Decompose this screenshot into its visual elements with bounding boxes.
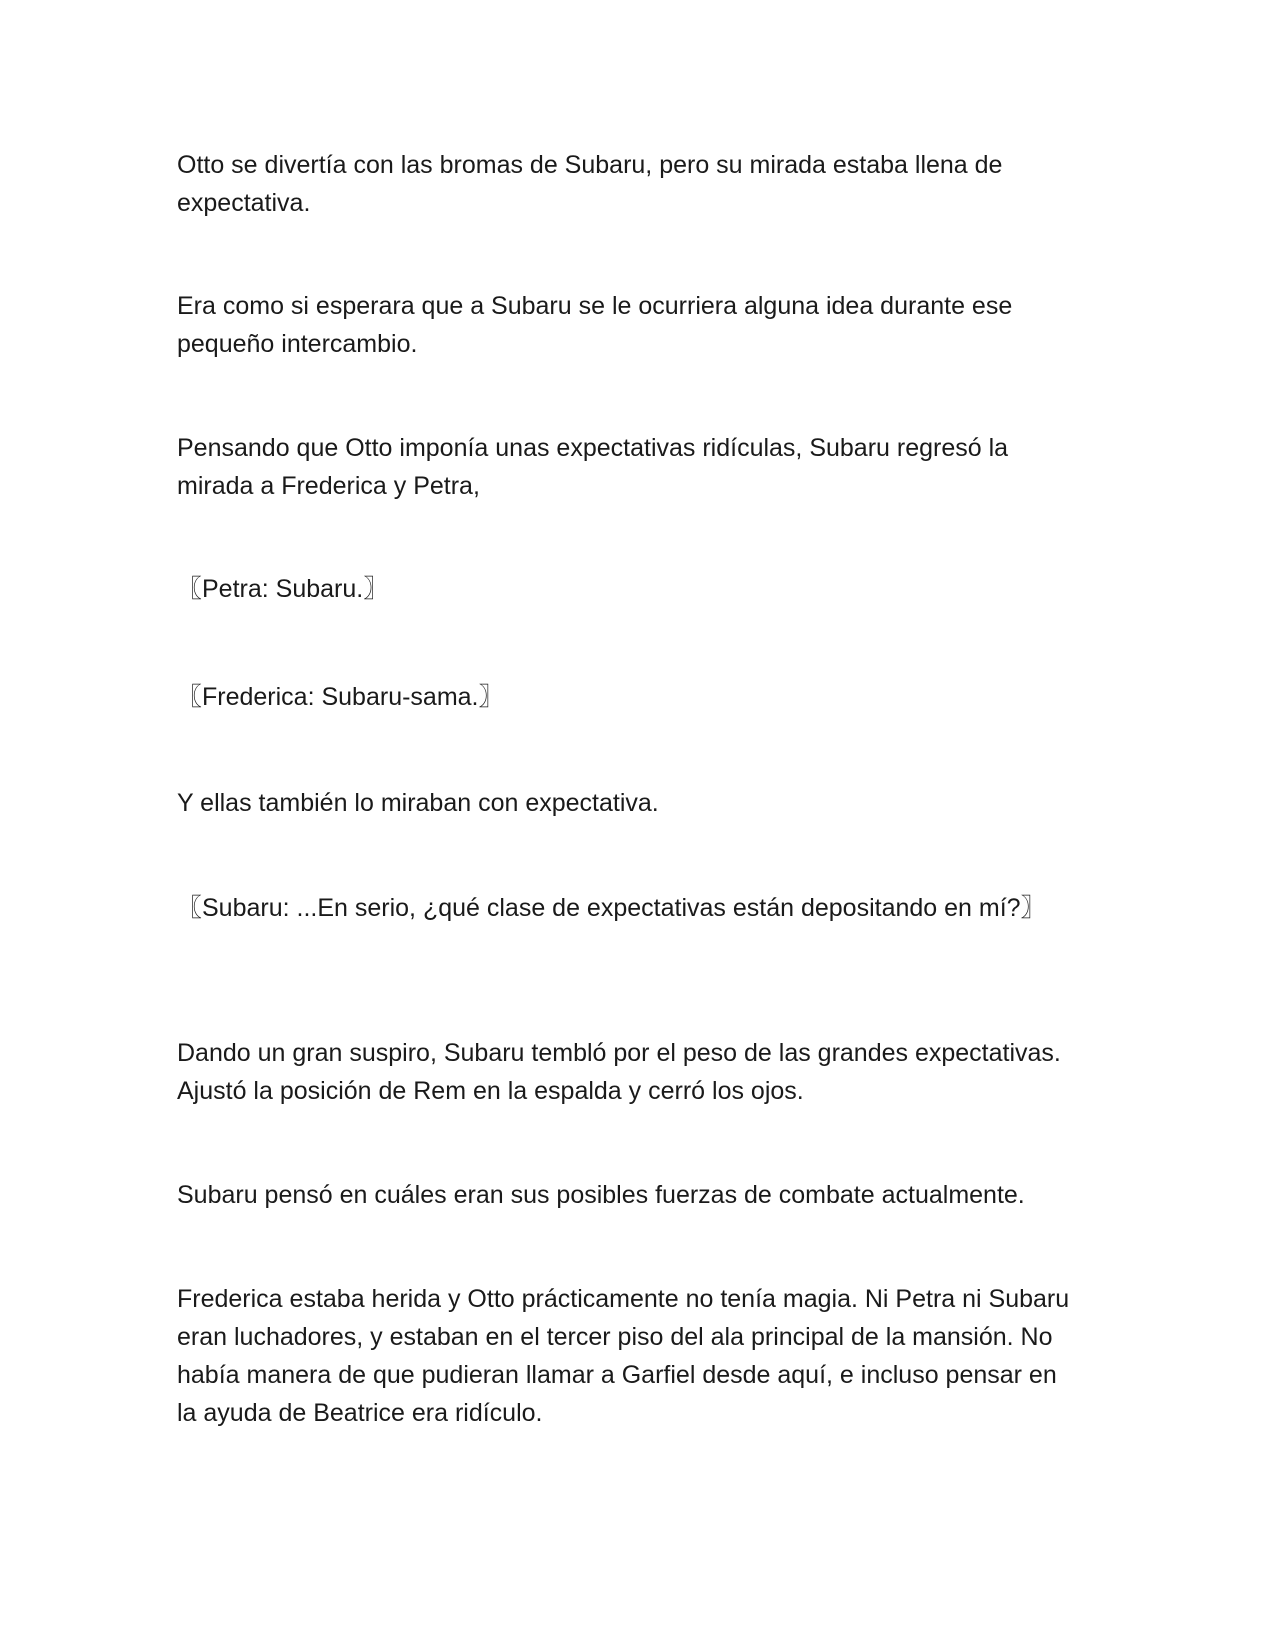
dialogue-subaru: 〖Subaru: ...En serio, ¿qué clase de expectativas están depositando en mí?〗 xyxy=(177,894,1046,922)
paragraph-4: Y ellas también lo miraban con expectativa. xyxy=(177,789,659,817)
paragraph-6: Subaru pensó en cuáles eran sus posibles fuerzas de combate actualmente. xyxy=(177,1181,1025,1209)
paragraph-5: Dando un gran suspiro, Subaru tembló por el peso de las grandes expectativas. Ajustó la posición de Rem en la espalda y cerró los ojos. xyxy=(177,1039,1061,1105)
paragraph-3: Pensando que Otto imponía unas expectativas ridículas, Subaru regresó la mirada a Frederica y Petra, xyxy=(177,434,1009,500)
dialogue-frederica: 〖Frederica: Subaru-sama.〗 xyxy=(177,683,504,711)
paragraph-1: Otto se divertía con las bromas de Subaru, pero su mirada estaba llena de expectativa. xyxy=(177,151,1003,217)
paragraph-2: Era como si esperara que a Subaru se le ocurriera alguna idea durante ese pequeño intercambio. xyxy=(177,292,1013,358)
paragraph-7: Frederica estaba herida y Otto prácticamente no tenía magia. Ni Petra ni Subaru eran luchadores, y estaban en el tercer piso del ala principal de la mansión. No había manera de que pudieran llamar a Garfiel desde aquí, e incluso pensar en la ayuda de Beatrice era ridículo. xyxy=(177,1285,1070,1427)
dialogue-petra: 〖Petra: Subaru.〗 xyxy=(177,575,389,603)
